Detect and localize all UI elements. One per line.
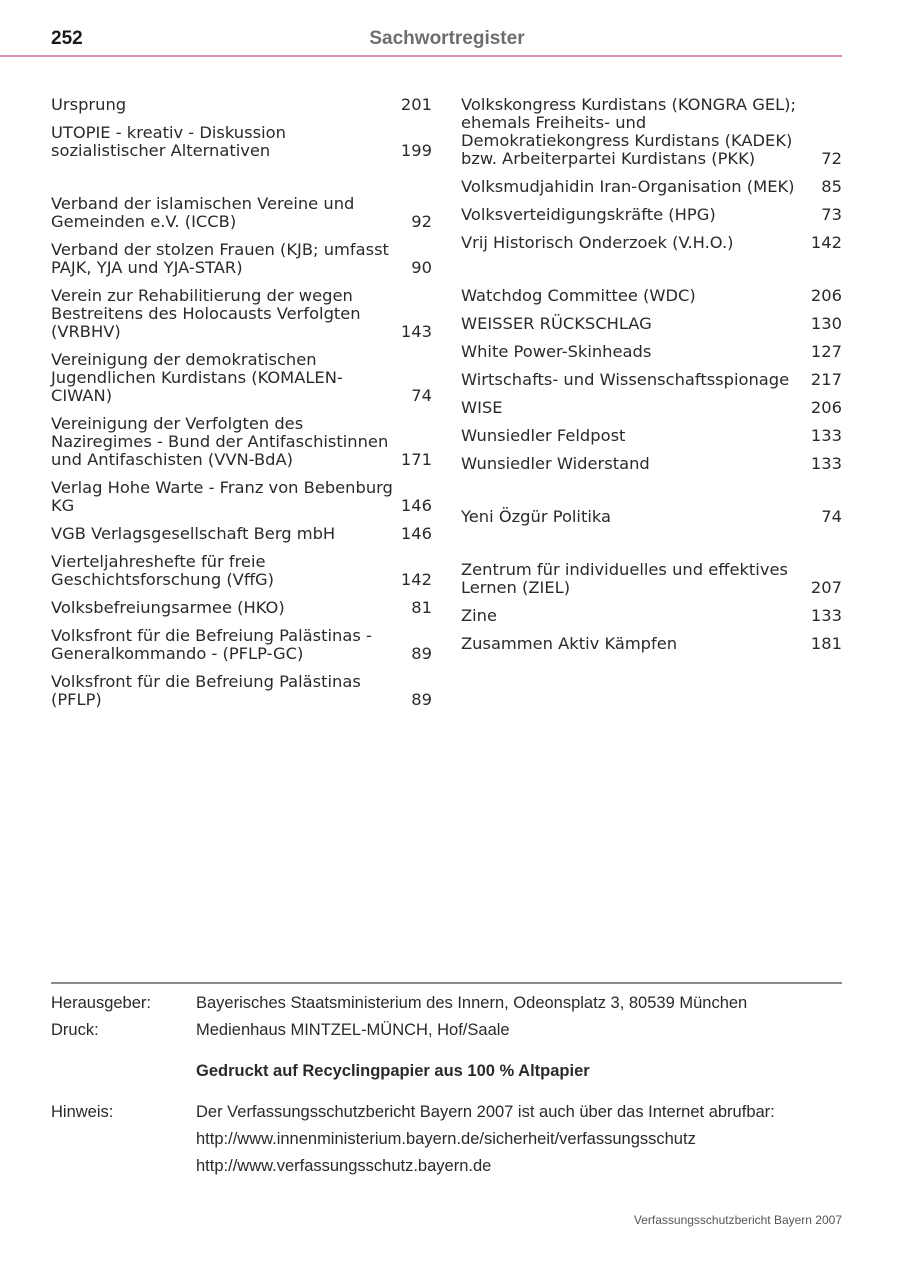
index-entry (51, 479, 432, 515)
index-term: Verlag Hohe Warte - Franz von Bebenburg KG (51, 478, 393, 515)
letter-group-gap (461, 262, 842, 287)
index-term: Vereinigung der demokratischen Jugendlichen Kurdistans (KOMALEN-CIWAN) (51, 350, 343, 405)
letter-group-gap (461, 483, 842, 508)
notice-text: Der Verfassungsschutzbericht Bayern 2007 ist auch über das Internet abrufbar: (196, 1103, 775, 1121)
index-entry (461, 455, 842, 473)
url-link-2[interactable]: http://www.verfassungsschutz.bayern.de (196, 1157, 492, 1175)
publisher-value: Bayerisches Staatsministerium des Innern, Odeonsplatz 3, 80539 München (196, 994, 748, 1012)
index-page-number: 206 (810, 286, 842, 305)
index-page-number: 133 (810, 606, 842, 625)
index-entry (51, 195, 432, 231)
index-entry (461, 234, 842, 252)
url-link-1[interactable]: http://www.innenministerium.bayern.de/sicherheit/verfassungsschutz (196, 1130, 696, 1148)
imprint (51, 990, 851, 1180)
imprint-notice (51, 1099, 851, 1126)
index-page-number: 81 (411, 598, 432, 617)
index-term: Volksmudjahidin Iran-Organisation (MEK) (461, 177, 795, 196)
index-entry (51, 525, 432, 543)
index-entry (461, 635, 842, 653)
index-entry (461, 96, 842, 168)
index-page-number: 146 (400, 496, 432, 515)
index-page-number: 142 (810, 233, 842, 252)
footer-publication: Verfassungsschutzbericht Bayern 2007 (633, 1213, 842, 1227)
index-entry (51, 96, 432, 114)
index-page-number: 130 (810, 314, 842, 333)
index-column-left (51, 96, 432, 719)
index-entry (461, 178, 842, 196)
imprint-print (51, 1017, 851, 1044)
index-entry (51, 627, 432, 663)
index-page-number: 217 (810, 370, 842, 389)
index-entry (461, 399, 842, 417)
index-entry (51, 287, 432, 341)
print-value: Medienhaus MINTZEL-MÜNCH, Hof/Saale (196, 1021, 510, 1039)
footer-rule (51, 982, 842, 984)
index-entry (461, 206, 842, 224)
index-entry (51, 415, 432, 469)
index-term: Wunsiedler Widerstand (461, 454, 650, 473)
index-page-number: 207 (810, 578, 842, 597)
index-term: Watchdog Committee (WDC) (461, 286, 696, 305)
index-entry (51, 124, 432, 160)
index-entry (51, 673, 432, 709)
index-term: Vereinigung der Verfolgten des Naziregimes - Bund der Antifaschistinnen und Antifaschisten (VVN-BdA) (51, 414, 389, 469)
notice-label: Hinweis: (51, 1103, 114, 1121)
imprint-url-2 (51, 1153, 851, 1180)
index-page-number: 73 (821, 205, 842, 224)
index-page-number: 127 (810, 342, 842, 361)
index-term: Zine (461, 606, 498, 625)
index-entry (461, 561, 842, 597)
index-entry (461, 427, 842, 445)
index-term: Verein zur Rehabilitierung der wegen Bestreitens des Holocausts Verfolgten (VRBHV) (51, 286, 361, 341)
index-term: Zentrum für individuelles und effektives Lernen (ZIEL) (461, 560, 788, 597)
index-entry (461, 508, 842, 526)
index-page-number: 85 (821, 177, 842, 196)
index-column-right (461, 96, 842, 663)
index-term: Volksfront für die Befreiung Palästinas (PFLP) (51, 672, 361, 709)
index-entry (51, 241, 432, 277)
index-entry (51, 553, 432, 589)
index-page-number: 74 (821, 507, 842, 526)
index-entry (51, 599, 432, 617)
index-entry (461, 287, 842, 305)
imprint-recycling (51, 1058, 851, 1085)
index-page-number: 206 (810, 398, 842, 417)
index-page-number: 143 (400, 322, 432, 341)
index-entry (51, 351, 432, 405)
publisher-label: Herausgeber: (51, 994, 151, 1012)
index-term: Volksverteidigungskräfte (HPG) (461, 205, 716, 224)
index-page-number: 146 (400, 524, 432, 543)
index-term: UTOPIE - kreativ - Diskussion sozialistischer Alternativen (51, 123, 286, 160)
header-rule (0, 55, 842, 57)
index-entry (461, 315, 842, 333)
index-page-number: 181 (810, 634, 842, 653)
index-page-number: 74 (411, 386, 432, 405)
letter-group-gap (461, 536, 842, 561)
index-page-number: 133 (810, 426, 842, 445)
index-term: VGB Verlagsgesellschaft Berg mbH (51, 524, 336, 543)
index-page-number: 199 (400, 141, 432, 160)
index-entry (461, 343, 842, 361)
index-term: Wirtschafts- und Wissenschaftsspionage (461, 370, 790, 389)
index-term: Zusammen Aktiv Kämpfen (461, 634, 678, 653)
print-label: Druck: (51, 1021, 99, 1039)
index-page-number: 133 (810, 454, 842, 473)
index-term: Volksfront für die Befreiung Palästinas - Generalkommando - (PFLP-GC) (51, 626, 372, 663)
index-term: Vrij Historisch Onderzoek (V.H.O.) (461, 233, 734, 252)
index-page-number: 72 (821, 149, 842, 168)
index-term: Yeni Özgür Politika (461, 507, 611, 526)
index-term: Volkskongress Kurdistans (KONGRA GEL); ehemals Freiheits- und Demokratiekongress Kurdistans (KADEK) bzw. Arbeiterpartei Kurdistans (PKK) (461, 95, 797, 168)
imprint-url-1 (51, 1126, 851, 1153)
index-term: Volksbefreiungsarmee (HKO) (51, 598, 285, 617)
running-title: Sachwortregister (369, 28, 525, 49)
index-entry (461, 371, 842, 389)
letter-group-gap (51, 170, 432, 195)
index-page-number: 201 (400, 95, 432, 114)
index-term: White Power-Skinheads (461, 342, 652, 361)
index-term: Vierteljahreshefte für freie Geschichtsforschung (VffG) (51, 552, 275, 589)
index-page-number: 89 (411, 644, 432, 663)
imprint-publisher (51, 990, 851, 1017)
index-term: WISE (461, 398, 503, 417)
index-term: WEISSER RÜCKSCHLAG (461, 314, 652, 333)
index-entry (461, 607, 842, 625)
index-term: Ursprung (51, 95, 127, 114)
index-page-number: 92 (411, 212, 432, 231)
index-page-number: 142 (400, 570, 432, 589)
index-page-number: 90 (411, 258, 432, 277)
index-page-number: 171 (400, 450, 432, 469)
index-term: Verband der islamischen Vereine und Gemeinden e.V. (ICCB) (51, 194, 355, 231)
index-term: Verband der stolzen Frauen (KJB; umfasst PAJK, YJA und YJA-STAR) (51, 240, 389, 277)
recycling-note: Gedruckt auf Recyclingpapier aus 100 % Altpapier (196, 1062, 590, 1080)
index-page-number: 89 (411, 690, 432, 709)
page-number: 252 (51, 28, 83, 49)
index-term: Wunsiedler Feldpost (461, 426, 626, 445)
